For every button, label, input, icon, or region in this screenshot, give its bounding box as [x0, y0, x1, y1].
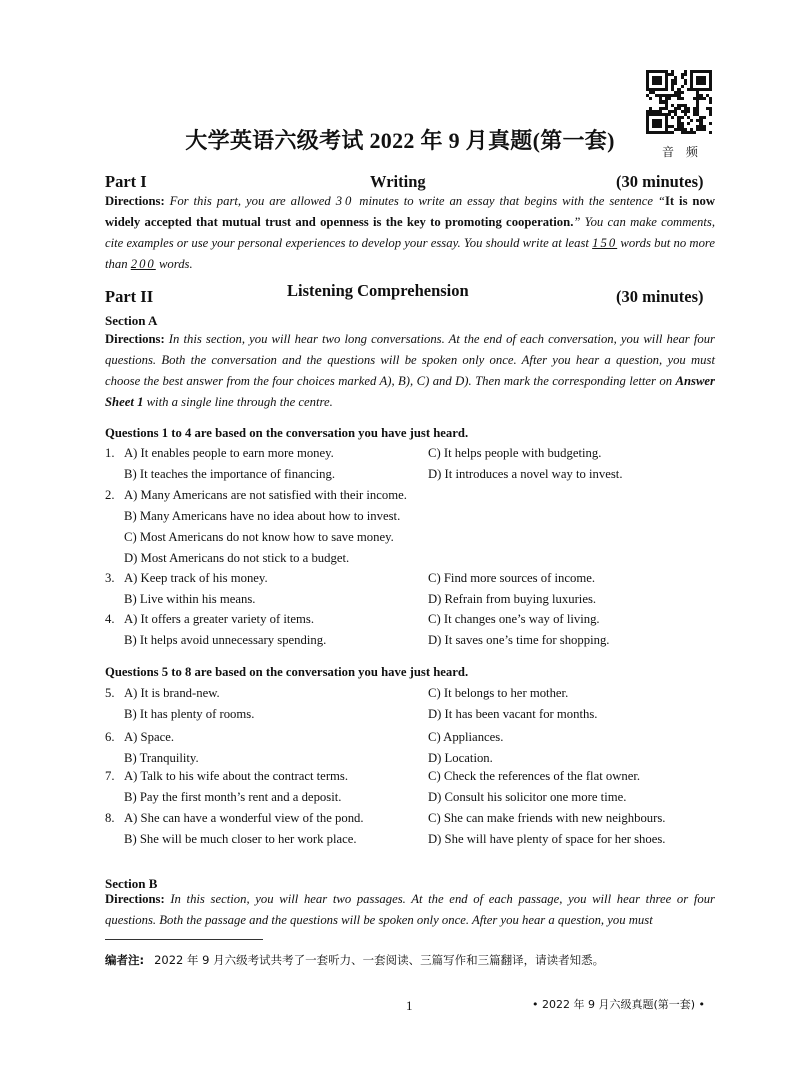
directions-text: words but no more than [105, 236, 716, 271]
option-d: D) It saves one’s time for shopping. [428, 633, 610, 647]
option-d: D) It introduces a novel way to invest. [428, 467, 623, 481]
option-b: B) Tranquility. [124, 751, 199, 765]
option-c: C) It belongs to her mother. [428, 686, 569, 700]
directions-text: ” You can make comments, cite examples or use your personal experiences to develop your essay. You should write at least [105, 215, 715, 250]
question-number: 8. [105, 811, 115, 825]
minutes-value: 30 [335, 194, 355, 208]
directions-text: words. [155, 257, 193, 271]
option-c: C) Appliances. [428, 730, 504, 744]
option-d: D) It has been vacant for months. [428, 707, 598, 721]
max-words-value: 200 [130, 257, 156, 271]
question-number: 3. [105, 571, 115, 585]
part2-time: (30 minutes) [616, 287, 704, 306]
option-a: A) Space. [124, 730, 175, 744]
directions-text: In this section, you will hear two long conversations. At the end of each conversation, you will hear four questions. Both the conversation and the questions will be spoken only once. After you hear a question, you must choose the best answer from the four choices marked A), B), C) and D). Then mark the corresponding letter on [105, 332, 715, 388]
option-a: A) She can have a wonderful view of the pond. [124, 811, 364, 825]
directions-text: minutes to write an essay that begins with the sentence “ [354, 194, 665, 208]
section-a-label: Section A [105, 313, 158, 328]
option-c: C) Most Americans do not know how to save money. [124, 530, 394, 544]
option-a: A) It is brand-new. [124, 686, 220, 700]
page-number: 1 [406, 998, 413, 1013]
answer-sheet-ref: Answer Sheet 1 [105, 374, 715, 409]
part1-time: (30 minutes) [616, 172, 704, 191]
qr-caption: 音 频 [662, 145, 702, 159]
option-c: C) Find more sources of income. [428, 571, 596, 585]
directions-label: Directions: [105, 332, 165, 346]
question-group-heading: Questions 1 to 4 are based on the conversation you have just heard. [105, 426, 469, 440]
option-d: D) She will have plenty of space for her shoes. [428, 832, 666, 846]
part1-directions [105, 191, 715, 275]
option-a: A) Talk to his wife about the contract terms. [124, 769, 349, 783]
directions-text: In this section, you will hear two passages. At the end of each passage, you will hear three or four questions. Both the passage and the questions will be spoken only once. After you hear a question, you must [105, 892, 715, 927]
section-b-directions [105, 889, 715, 931]
part1-heading: Writing [370, 172, 426, 191]
option-d: D) Most Americans do not stick to a budget. [124, 551, 350, 565]
part1-label: Part I [105, 172, 147, 191]
option-c: C) She can make friends with new neighbours. [428, 811, 666, 825]
running-footer: • 2022 年 9 月六级真题(第一套) • [532, 998, 706, 1011]
question-number: 6. [105, 730, 115, 744]
essay-opening-sentence: It is now widely accepted that mutual trust and openness is the key to promoting cooperation. [105, 194, 715, 229]
option-b: B) It teaches the importance of financing. [124, 467, 336, 481]
option-b: B) Pay the first month’s rent and a deposit. [124, 790, 342, 804]
question-number: 7. [105, 769, 115, 783]
part2-label: Part II [105, 287, 154, 306]
directions-text: For this part, you are allowed [164, 194, 336, 208]
option-b: B) Many Americans have no idea about how to invest. [124, 509, 401, 523]
editor-note [105, 952, 604, 968]
question-group-heading: Questions 5 to 8 are based on the conversation you have just heard. [105, 665, 469, 679]
option-b: B) She will be much closer to her work place. [124, 832, 357, 846]
option-b: B) Live within his means. [124, 592, 256, 606]
option-a: A) Keep track of his money. [124, 571, 268, 585]
option-c: C) Check the references of the flat owner. [428, 769, 641, 783]
option-b: B) It has plenty of rooms. [124, 707, 255, 721]
section-a-directions [105, 329, 715, 413]
question-number: 1. [105, 446, 115, 460]
editor-note-label: 编者注: [105, 953, 145, 967]
question-number: 4. [105, 612, 115, 626]
option-b: B) It helps avoid unnecessary spending. [124, 633, 327, 647]
option-d: D) Consult his solicitor one more time. [428, 790, 627, 804]
footnote-divider [105, 939, 263, 940]
min-words-value: 150 [592, 236, 618, 250]
directions-label: Directions: [105, 194, 165, 208]
question-number: 2. [105, 488, 115, 502]
part2-heading: Listening Comprehension [287, 281, 469, 300]
section-b-label: Section B [105, 876, 158, 891]
option-a: A) It enables people to earn more money. [124, 446, 334, 460]
directions-text: with a single line through the centre. [143, 395, 333, 409]
editor-note-text: 2022 年 9 月六级考试共考了一套听力、一套阅读、三篇写作和三篇翻译，请读者知悉。 [154, 953, 605, 967]
option-c: C) It helps people with budgeting. [428, 446, 602, 460]
option-c: C) It changes one’s way of living. [428, 612, 600, 626]
option-a: A) It offers a greater variety of items. [124, 612, 314, 626]
page-title: 大学英语六级考试 2022 年 9 月真题(第一套) [185, 128, 615, 153]
option-d: D) Refrain from buying luxuries. [428, 592, 597, 606]
option-d: D) Location. [428, 751, 493, 765]
directions-label: Directions: [105, 892, 165, 906]
option-a: A) Many Americans are not satisfied with their income. [124, 488, 407, 502]
question-number: 5. [105, 686, 115, 700]
